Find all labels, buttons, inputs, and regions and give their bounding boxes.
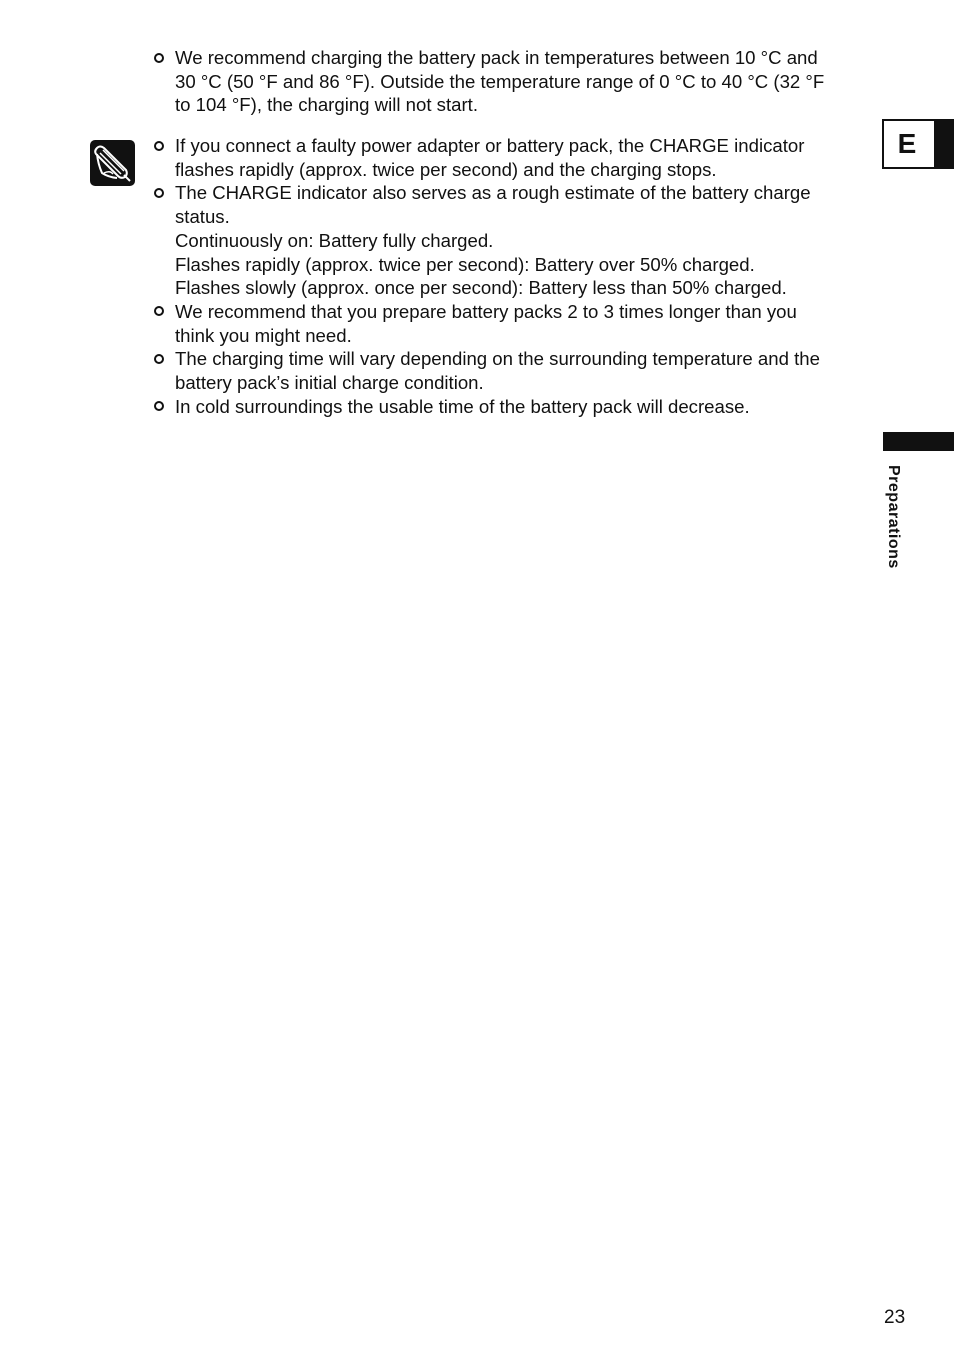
text-line: to 104 °F), the charging will not start. xyxy=(175,94,479,116)
bullet-circle-icon xyxy=(154,141,164,151)
bullet-circle-icon xyxy=(154,354,164,364)
text-line: 30 °C (50 °F and 86 °F). Outside the temperature range of 0 °C to 40 °C (32 °F xyxy=(175,70,825,92)
section-label: Preparations xyxy=(885,465,902,569)
text-line: flashes rapidly (approx. twice per second) and the charging stops. xyxy=(175,158,717,180)
text-line: battery pack’s initial charge condition. xyxy=(175,372,484,394)
bullet-circle-icon xyxy=(154,188,164,198)
section-tab-bar xyxy=(883,432,954,451)
text-line: The CHARGE indicator also serves as a rough estimate of the battery charge xyxy=(175,182,811,204)
top-bullet-list xyxy=(153,46,868,117)
text-line: In cold surroundings the usable time of the battery pack will decrease. xyxy=(175,395,750,417)
language-tab xyxy=(882,119,954,169)
bullet-circle-icon xyxy=(154,306,164,316)
bullet-circle-icon xyxy=(154,401,164,411)
page-number: 23 xyxy=(884,1307,906,1328)
bullet-item xyxy=(153,181,868,300)
bullet-item xyxy=(153,300,868,347)
bullet-item xyxy=(153,46,868,117)
bullet-item xyxy=(153,395,868,419)
bullet-item xyxy=(153,347,868,394)
text-line: If you connect a faulty power adapter or battery pack, the CHARGE indicator xyxy=(175,135,805,156)
text-line: Continuously on: Battery fully charged. xyxy=(175,229,494,251)
text-line: Flashes slowly (approx. once per second): Battery less than 50% charged. xyxy=(175,277,787,299)
text-line: The charging time will vary depending on the surrounding temperature and the xyxy=(175,348,820,370)
text-line: We recommend that you prepare battery packs 2 to 3 times longer than you xyxy=(175,300,797,322)
note-bullet-list xyxy=(153,134,868,418)
text-line: think you might need. xyxy=(175,324,352,346)
language-tab-letter: E xyxy=(897,128,917,159)
text-line: status. xyxy=(175,206,230,228)
bullet-circle-icon xyxy=(154,53,164,63)
text-line: We recommend charging the battery pack in temperatures between 10 °C and xyxy=(175,47,818,68)
bullet-item xyxy=(153,134,868,181)
pencil-note-icon xyxy=(90,140,135,186)
language-tab-edge xyxy=(934,119,954,169)
text-line: Flashes rapidly (approx. twice per second): Battery over 50% charged. xyxy=(175,253,755,275)
